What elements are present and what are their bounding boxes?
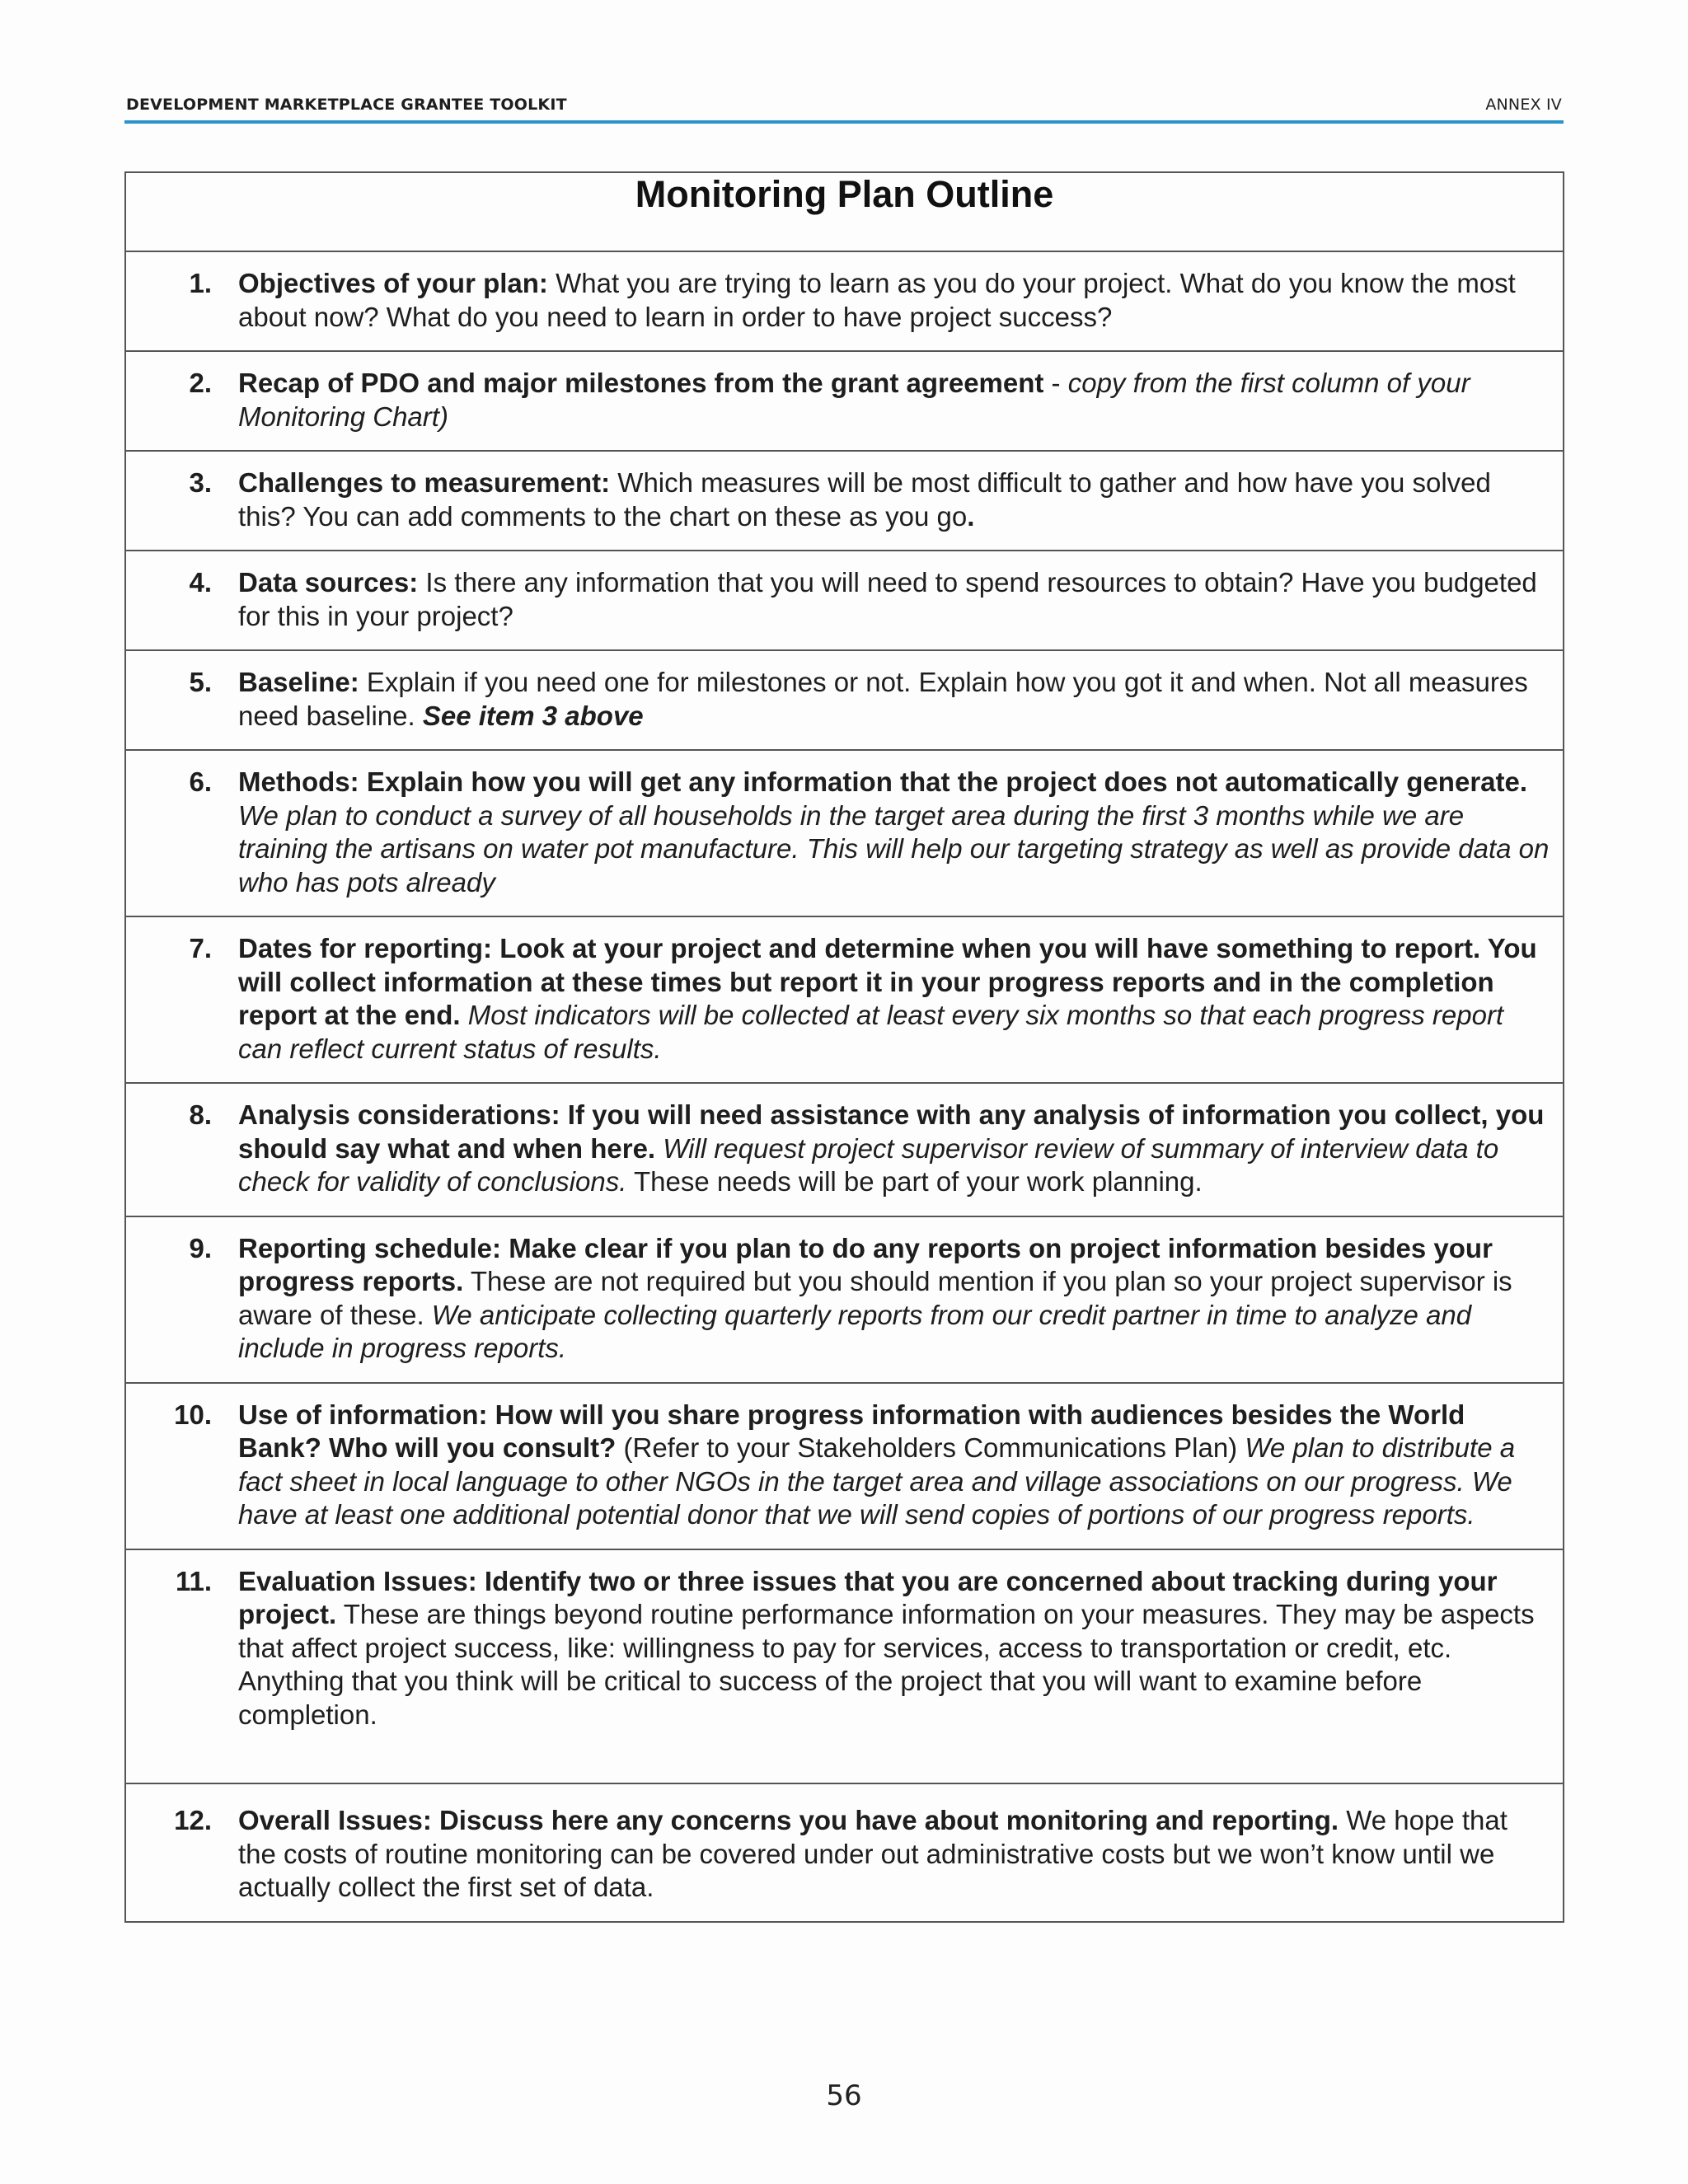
item-cell: [125, 750, 1564, 916]
item-number: 11.: [175, 1565, 212, 1596]
item-text: -: [1043, 368, 1068, 398]
table-row: [125, 1216, 1564, 1383]
item-cell: [125, 551, 1564, 650]
item-cell: [125, 1549, 1564, 1784]
item-number: 8.: [189, 1099, 212, 1130]
item-cell: [125, 251, 1564, 351]
item-italic-text: We plan to distribute a fact sheet in local language to other NGOs in the target area and village associations on our progress. We have at least one additional potential donor that we will send copies of portions of our progress reports.: [238, 1432, 1516, 1530]
outline-item-5: [126, 651, 1563, 749]
item-heading: Objectives of your plan:: [238, 268, 548, 298]
item-heading: Recap of PDO and major milestones from the grant agreement: [238, 368, 1044, 398]
item-number: 5.: [189, 667, 212, 697]
table-row: [125, 251, 1564, 351]
running-header: [124, 96, 1564, 124]
item-text: Which measures will be most difficult to gather and how have you solved this? You can add comments to the chart on these as you go: [238, 467, 1491, 532]
item-cell: [125, 916, 1564, 1083]
item-number: 10.: [174, 1399, 212, 1430]
item-number: 2.: [189, 368, 212, 398]
outline-item-7: [126, 917, 1563, 1082]
header-annex-label: ANNEX IV: [1485, 96, 1562, 114]
table-row: [125, 916, 1564, 1083]
item-bold-italic-note: See item 3 above: [422, 700, 644, 731]
item-number: 6.: [189, 766, 212, 797]
item-text: These needs will be part of your work planning.: [626, 1166, 1203, 1197]
item-cell: [125, 351, 1564, 451]
table-row: [125, 1383, 1564, 1549]
table-row: [125, 551, 1564, 650]
table-row: [125, 1783, 1564, 1922]
item-text: What you are trying to learn as you do your project. What do you know the most about now? What do you need to learn in order to have project success?: [238, 268, 1516, 332]
table-row: [125, 351, 1564, 451]
item-heading: Use of information: How will you share progress information with audiences besides the World Bank? Who will you consult?: [238, 1399, 1465, 1463]
item-text: These are not required but you should mention if you plan so your project supervisor is aware of these.: [238, 1266, 1512, 1330]
item-number: 4.: [189, 567, 212, 598]
outline-item-9: [126, 1217, 1563, 1382]
outline-item-8: [126, 1084, 1563, 1216]
monitoring-plan-table: [124, 171, 1564, 1923]
item-heading: Data sources:: [238, 567, 419, 598]
table-title: Monitoring Plan Outline: [125, 172, 1564, 251]
table-row: [125, 451, 1564, 551]
item-italic-text: copy from the first column of your Monitoring Chart): [238, 368, 1470, 432]
item-heading: Challenges to measurement:: [238, 467, 611, 498]
outline-item-6: [126, 751, 1563, 916]
item-number: 3.: [189, 467, 212, 498]
item-number: 1.: [189, 268, 212, 298]
item-cell: [125, 1083, 1564, 1216]
header-document-title: DEVELOPMENT MARKETPLACE GRANTEE TOOLKIT: [126, 96, 567, 114]
outline-item-4: [126, 551, 1563, 649]
item-italic-text: We anticipate collecting quarterly reports from our credit partner in time to analyze and include in progress reports.: [238, 1299, 1472, 1363]
item-cell: [125, 650, 1564, 750]
outline-item-2: [126, 352, 1563, 450]
item-text: We hope that the costs of routine monitoring can be covered under out administrative costs but we won’t know until we actually collect the first set of data.: [238, 1805, 1507, 1902]
item-bold-period: .: [967, 500, 975, 532]
table-title-row: [125, 172, 1564, 251]
item-cell: [125, 451, 1564, 551]
item-italic-text: We plan to conduct a survey of all households in the target area during the first 3 months while we are training the artisans on water pot manufacture. This will help our targeting strategy as well as provide data on who has pots already: [238, 799, 1550, 898]
item-text: Explain if you need one for milestones or not. Explain how you got it and when. Not all measures need baseline.: [238, 667, 1528, 731]
item-heading: Methods: Explain how you will get any information that the project does not automatically generate.: [238, 766, 1528, 797]
item-number: 7.: [189, 933, 212, 963]
table-row: [125, 750, 1564, 916]
item-number: 9.: [189, 1232, 212, 1263]
item-number: 12.: [174, 1805, 212, 1835]
item-cell: [125, 1216, 1564, 1383]
outline-item-1: [126, 252, 1563, 350]
item-heading: Reporting schedule: Make clear if you plan to do any reports on project information besides your progress reports.: [238, 1232, 1493, 1296]
item-heading: Baseline:: [238, 667, 359, 697]
item-text: (Refer to your Stakeholders Communications Plan): [616, 1432, 1238, 1463]
item-cell: [125, 1783, 1564, 1922]
outline-item-10: [126, 1384, 1563, 1549]
item-heading: Dates for reporting: Look at your project and determine when you will have something to report. You will collect information at these times but report it in your progress reports and in the completion report at the end.: [238, 933, 1537, 1030]
outline-item-12: [126, 1784, 1563, 1921]
item-heading: Overall Issues: Discuss here any concerns you have about monitoring and reporting.: [238, 1805, 1339, 1835]
item-heading: Evaluation Issues: Identify two or three issues that you are concerned about tracking during your project.: [238, 1565, 1498, 1629]
item-text: These are things beyond routine performance information on your measures. They may be aspects that affect project success, like: willingness to pay for services, access to transportation or credit, etc. Anything that you think will be critical to success of the project that you will want to examine before completion.: [238, 1599, 1535, 1730]
item-heading: Analysis considerations: If you will need assistance with any analysis of information you collect, you should say what and when here.: [238, 1099, 1545, 1164]
table-row: [125, 650, 1564, 750]
item-cell: [125, 1383, 1564, 1549]
item-italic-text: Will request project supervisor review of summary of interview data to check for validity of conclusions.: [238, 1132, 1499, 1197]
outline-item-11: [126, 1550, 1563, 1783]
table-row: [125, 1083, 1564, 1216]
item-text: Is there any information that you will need to spend resources to obtain? Have you budgeted for this in your project?: [238, 567, 1537, 631]
table-row: [125, 1549, 1564, 1784]
item-italic-text: Most indicators will be collected at least every six months so that each progress report can reflect current status of results.: [238, 1000, 1504, 1064]
page-number: 56: [826, 2079, 862, 2112]
outline-item-3: [126, 452, 1563, 550]
